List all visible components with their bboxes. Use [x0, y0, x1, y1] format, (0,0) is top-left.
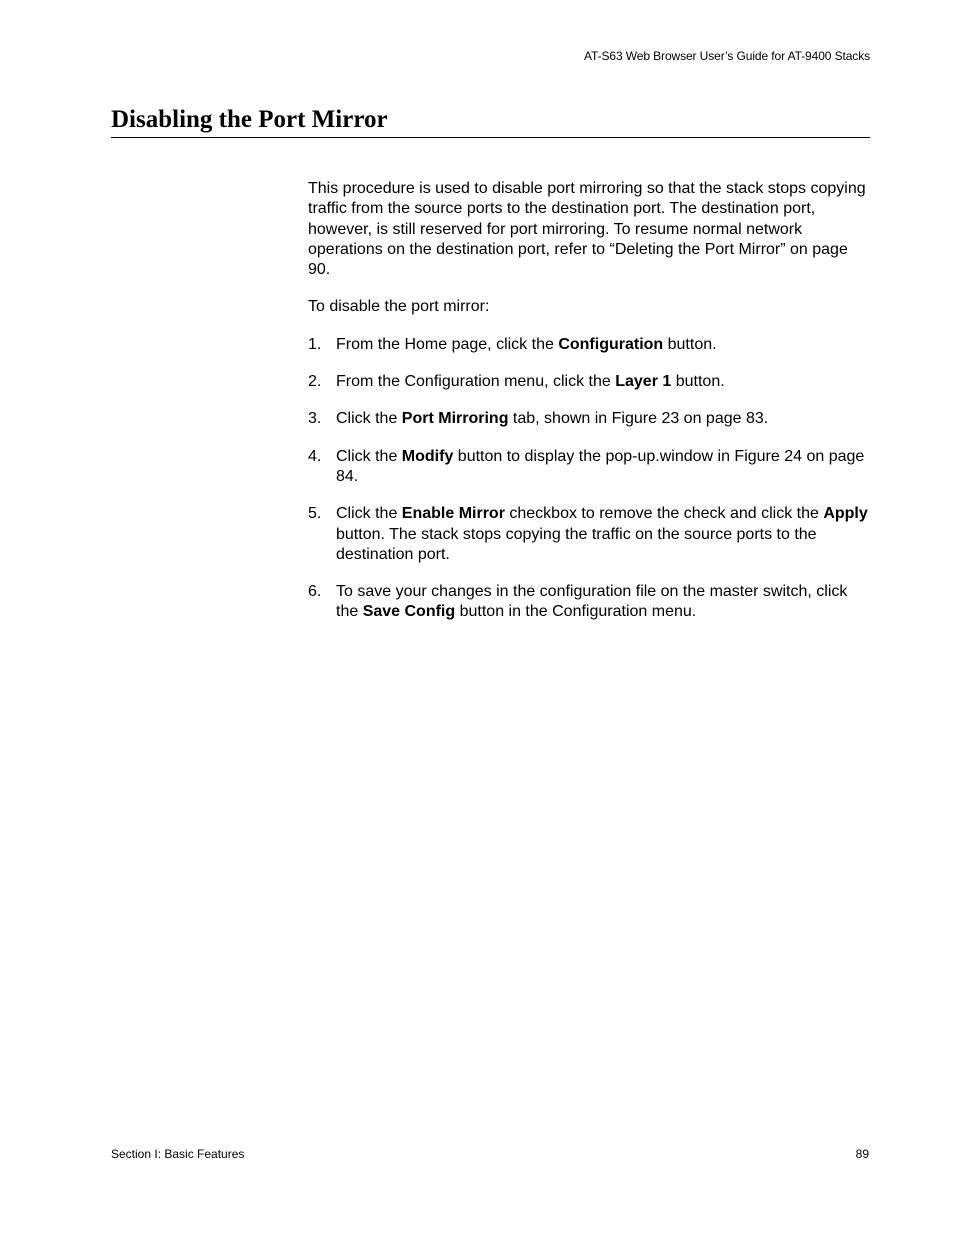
step-text: From the Configuration menu, click the	[336, 373, 616, 391]
running-header: AT-S63 Web Browser User’s Guide for AT-9400 Stacks	[583, 49, 870, 63]
step-text: From the Home page, click the	[336, 335, 559, 353]
step-bold: Layer 1	[615, 373, 672, 391]
step-number: 6.	[308, 583, 322, 601]
step-bold: Port Mirroring	[401, 410, 509, 428]
list-item	[308, 409, 873, 429]
step-text: button in the Configuration menu.	[455, 603, 697, 621]
footer-section: Section I: Basic Features	[111, 1147, 245, 1161]
step-text: button. The stack stops copying the traffic on the source ports to the destination port.	[336, 525, 817, 563]
list-item	[308, 582, 873, 623]
intro-paragraph: This procedure is used to disable port mirroring so that the stack stops copying traffic from the source ports to the destination port. The destination port, however, is still reserved for port mirroring. To resume normal network operations on the destination port, refer to “Deleting the Port Mirror” on page 90.	[308, 180, 866, 279]
step-number: 2.	[308, 373, 322, 391]
step-text: checkbox to remove the check and click the	[504, 505, 824, 523]
list-item	[308, 504, 873, 565]
step-text: Click the	[336, 505, 402, 523]
steps-list	[308, 335, 873, 623]
step-bold: Modify	[401, 447, 454, 465]
step-text: tab, shown in Figure 23 on page 83.	[508, 410, 769, 428]
step-number: 3.	[308, 410, 322, 428]
step-text: To save your changes in the configuration file on the master switch, click the	[336, 583, 848, 621]
section-title: Disabling the Port Mirror	[111, 106, 870, 138]
step-bold: Enable Mirror	[401, 505, 505, 523]
footer-page-number: 89	[855, 1147, 869, 1161]
lead-in-paragraph: To disable the port mirror:	[308, 298, 490, 316]
step-text: Click the	[336, 447, 402, 465]
step-bold: Save Config	[362, 603, 456, 621]
step-number: 1.	[308, 335, 322, 353]
step-text: button to display the pop-up.window in Figure 24 on page 84.	[336, 447, 865, 485]
list-item	[308, 372, 873, 392]
step-number: 5.	[308, 505, 322, 523]
step-text: Click the	[336, 410, 402, 428]
list-item	[308, 447, 873, 488]
step-bold: Apply	[823, 505, 868, 523]
step-number: 4.	[308, 447, 322, 465]
step-text: button.	[671, 373, 725, 391]
list-item	[308, 335, 873, 355]
step-text: button.	[663, 335, 717, 353]
content	[308, 179, 873, 640]
step-bold: Configuration	[558, 335, 664, 353]
